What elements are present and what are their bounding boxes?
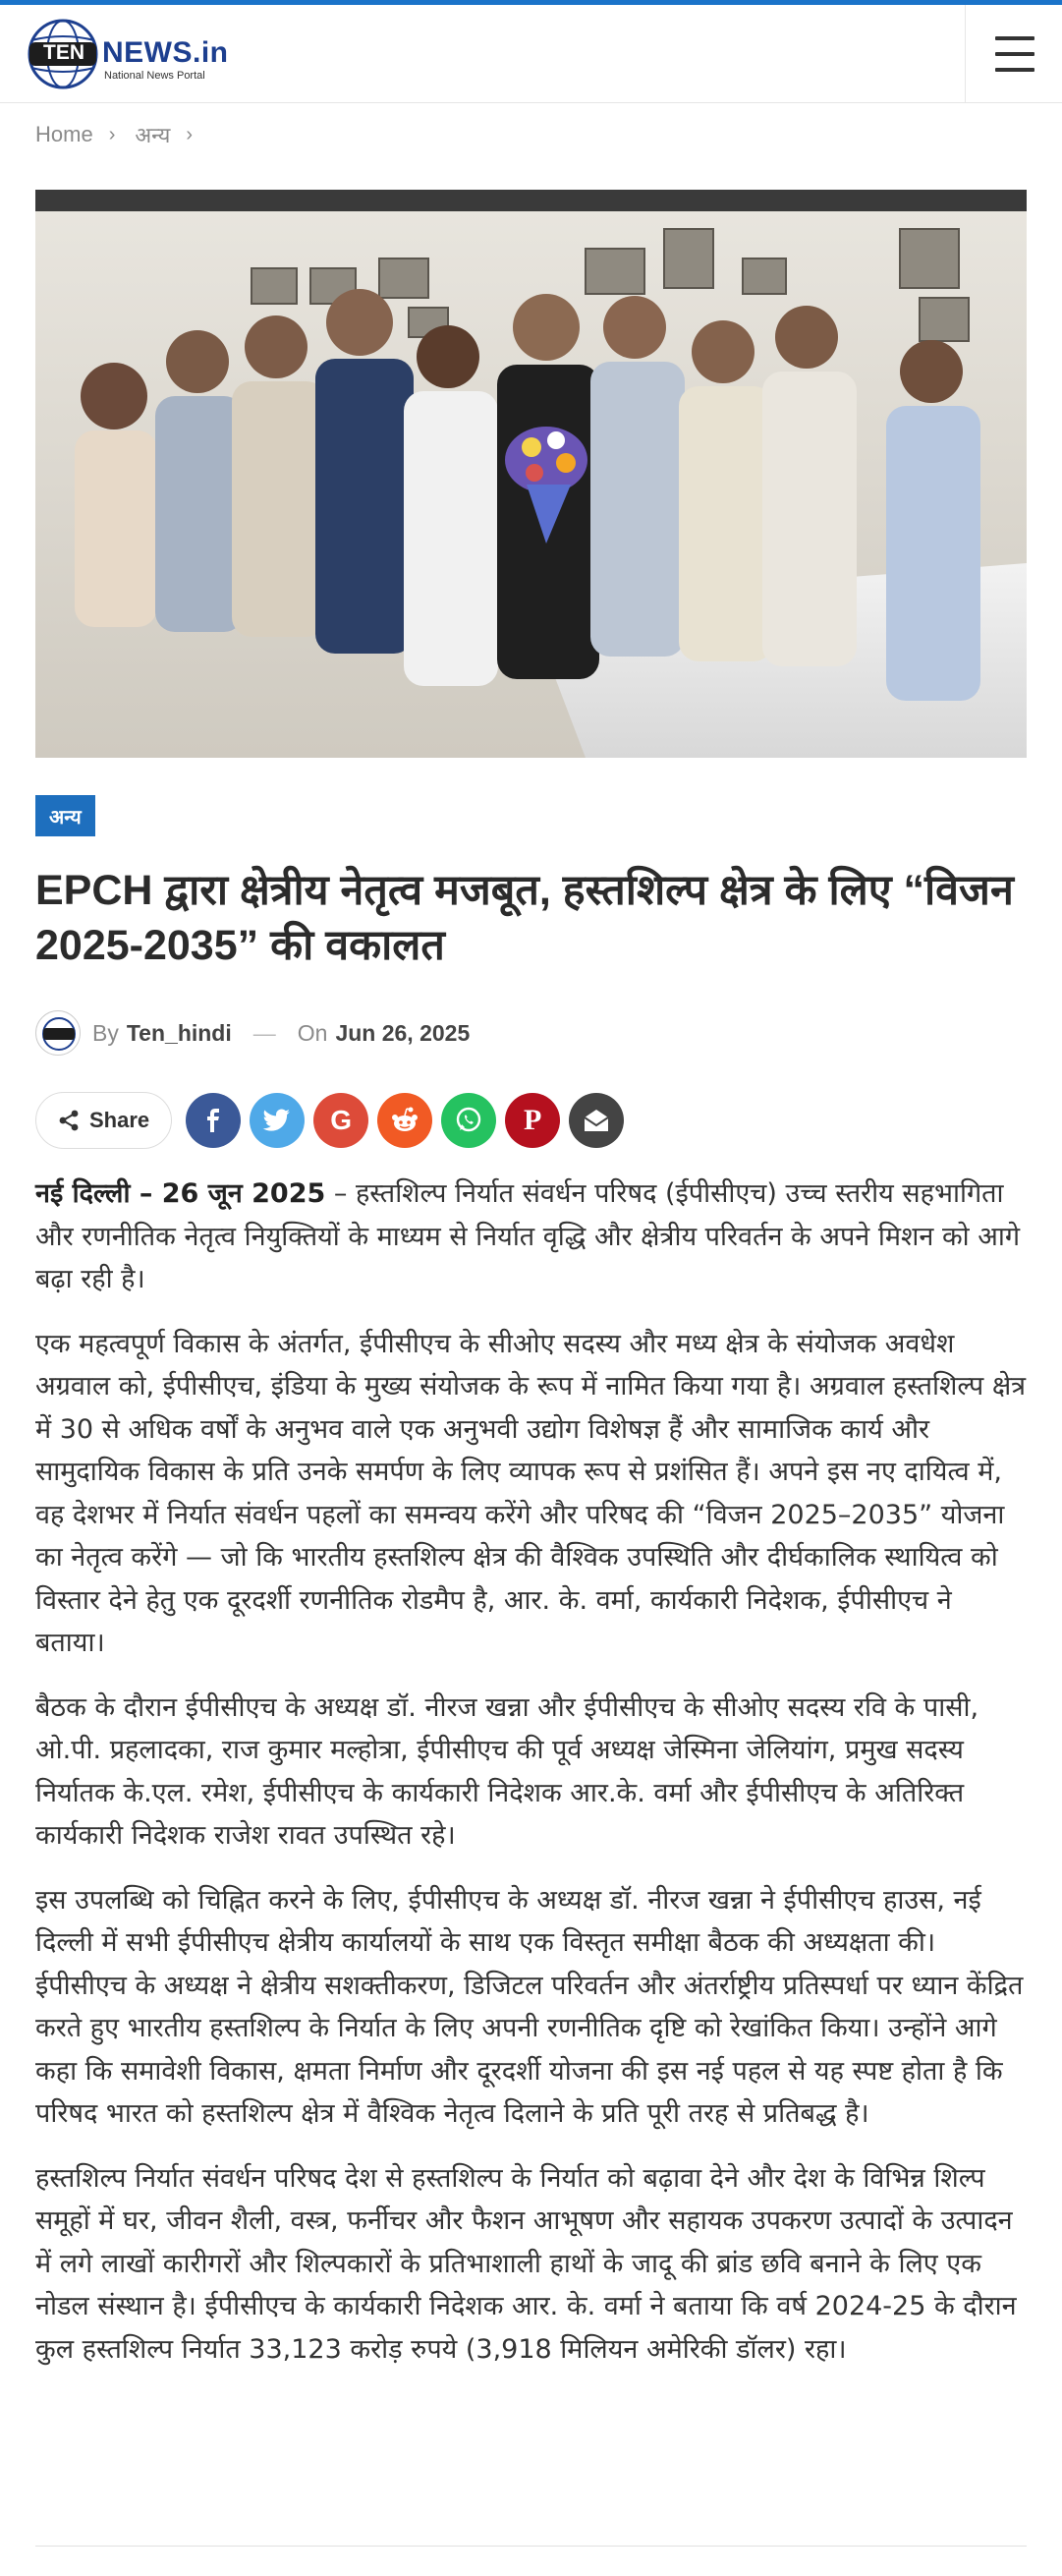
share-label: Share — [89, 1108, 150, 1132]
site-logo[interactable] — [26, 15, 232, 93]
author-link[interactable]: Ten_hindi — [126, 1019, 232, 1046]
breadcrumb — [35, 120, 212, 149]
share-icon — [58, 1110, 80, 1131]
pinterest-share-button[interactable] — [505, 1093, 560, 1148]
lead-text: – हस्तशिल्प निर्यात संवर्धन परिषद (ईपीसीएच) उच्च स्तरीय सहभागिता और रणनीतिक नेतृत्व नियुक्तियों के माध्यम से निर्यात वृद्धि और क्षेत्रीय परिवर्तन के अपने मिशन को आगे बढ़ा रही है। — [35, 1178, 1021, 1294]
lead-paragraph — [35, 1173, 1027, 1301]
share-bar — [35, 1092, 633, 1149]
chevron-right-icon: › — [186, 123, 194, 145]
facebook-share-button[interactable] — [186, 1093, 241, 1148]
meta-separator: — — [252, 1019, 276, 1046]
paragraph-4: इस उपलब्धि को चिह्नित करने के लिए, ईपीसीएच के अध्यक्ष डॉ. नीरज खन्ना ने ईपीसीएच हाउस, नई दिल्ली में सभी ईपीसीएच क्षेत्रीय कार्यालयों के साथ एक विस्तृत समीक्षा बैठक की अध्यक्षता की। ईपीसीएच के अध्यक्ष ने क्षेत्रीय सशक्तीकरण, डिजिटल परिवर्तन और अंतर्राष्ट्रीय प्रतिस्पर्धा पर ध्यान केंद्रित करते हुए भारतीय हस्तशिल्प के निर्यात के लिए अपनी रणनीतिक दृष्टि को रेखांकित किया। उन्होंने आगे कहा कि समावेशी विकास, क्षमता निर्माण और दूरदर्शी योजना की इस नई पहल से यह स्पष्ट होता है कि परिषद भारत को हस्तशिल्प क्षेत्र में वैश्विक नेतृत्व दिलाने के प्रति पूरी तरह से प्रतिबद्ध है। — [35, 1884, 1024, 2129]
twitter-icon — [262, 1108, 292, 1133]
reddit-icon — [389, 1107, 420, 1134]
dateline: नई दिल्ली – 26 जून 2025 — [35, 1178, 326, 1209]
category-badge[interactable]: अन्य — [35, 795, 95, 836]
paragraph-2: एक महत्वपूर्ण विकास के अंतर्गत, ईपीसीएच के सीओए सदस्य और मध्य क्षेत्र के संयोजक अवधेश अग्रवाल को, ईपीसीएच, इंडिया के मुख्य संयोजक के रूप में नामित किया गया है। अग्रवाल हस्तशिल्प क्षेत्र में 30 से अधिक वर्षों के अनुभव वाले एक अनुभवी उद्योग विशेषज्ञ हैं और सामाजिक कार्य और सामुदायिक विकास के प्रति उनके समर्पण के लिए व्यापक रूप से प्रशंसित हैं। अपने इस नए दायित्व में, वह देशभर में निर्यात संवर्धन पहलों का समन्वय करेंगे और परिषद की “विजन 2025–2035” योजना का नेतृत्व करेंगे — जो कि भारतीय हस्तशिल्प क्षेत्र की वैश्विक उपस्थिति और दीर्घकालिक स्थायित्व को विस्तार देने हेतु एक दूरदर्शी रणनीतिक रोडमैप है, आर. के. वर्मा, कार्यकारी निदेशक, ईपीसीएच ने बताया। — [35, 1328, 1027, 1658]
by-label: By — [92, 1019, 119, 1046]
featured-image — [35, 190, 1027, 758]
breadcrumb-home[interactable]: Home — [35, 122, 93, 146]
logo-tagline: National News Portal — [104, 70, 205, 82]
reddit-share-button[interactable] — [377, 1093, 432, 1148]
breadcrumb-category[interactable]: अन्य — [135, 123, 171, 147]
logo-badge: TEN — [43, 41, 84, 64]
article-divider — [35, 2546, 1027, 2547]
email-share-button[interactable] — [569, 1093, 624, 1148]
whatsapp-icon — [454, 1106, 483, 1135]
author-avatar[interactable] — [35, 1010, 81, 1056]
on-label: On — [297, 1019, 328, 1046]
google-icon: G — [330, 1105, 353, 1135]
publish-date: Jun 26, 2025 — [335, 1019, 471, 1046]
paragraph-5: हस्तशिल्प निर्यात संवर्धन परिषद देश से हस्तशिल्प के निर्यात को बढ़ावा देने और देश के विभिन्न शिल्प समूहों में घर, जीवन शैली, वस्त्र, फर्नीचर और फैशन आभूषण और सहायक उपकरण उत्पादों के उत्पादन में लगे लाखों कारीगरों और शिल्पकारों के प्रतिभाशाली हाथों के जादू की ब्रांड छवि बनाने के लिए एक नोडल संस्थान है। ईपीसीएच के कार्यकारी निदेशक आर. के. वर्मा ने बताया कि वर्ष 2024-25 के दौरान कुल हस्तशिल्प निर्यात 33,123 करोड़ रुपये (3,918 मिलियन अमेरिकी डॉलर) रहा। — [35, 2162, 1017, 2365]
article-title: EPCH द्वारा क्षेत्रीय नेतृत्व मजबूत, हस्तशिल्प क्षेत्र के लिए “विजन 2025-2035” की वकालत — [35, 867, 1014, 969]
facebook-icon — [199, 1107, 227, 1134]
twitter-share-button[interactable] — [250, 1093, 305, 1148]
paragraph-3: बैठक के दौरान ईपीसीएच के अध्यक्ष डॉ. नीरज खन्ना और ईपीसीएच के सीओए सदस्य रवि के पासी, ओ.पी. प्रहलादका, राज कुमार मल्होत्रा, ईपीसीएच की पूर्व अध्यक्ष जेस्मिना जेलियांग, प्रमुख सदस्य निर्यातक के.एल. रमेश, ईपीसीएच के कार्यकारी निदेशक आर.के. वर्मा और ईपीसीएच के अतिरिक्त कार्यकारी निदेशक राजेश रावत उपस्थित रहे। — [35, 1691, 979, 1851]
logo-name: NEWS.in — [102, 36, 229, 69]
google-share-button[interactable] — [313, 1093, 368, 1148]
article-body — [35, 1173, 1027, 2392]
email-icon — [583, 1108, 610, 1133]
chevron-right-icon: › — [108, 123, 116, 145]
whatsapp-share-button[interactable] — [441, 1093, 496, 1148]
article-meta — [35, 1009, 470, 1057]
share-button[interactable] — [35, 1092, 172, 1149]
pinterest-icon: P — [523, 1104, 542, 1136]
menu-button[interactable] — [965, 5, 1062, 103]
menu-icon — [995, 36, 1034, 72]
site-header — [0, 5, 1062, 103]
